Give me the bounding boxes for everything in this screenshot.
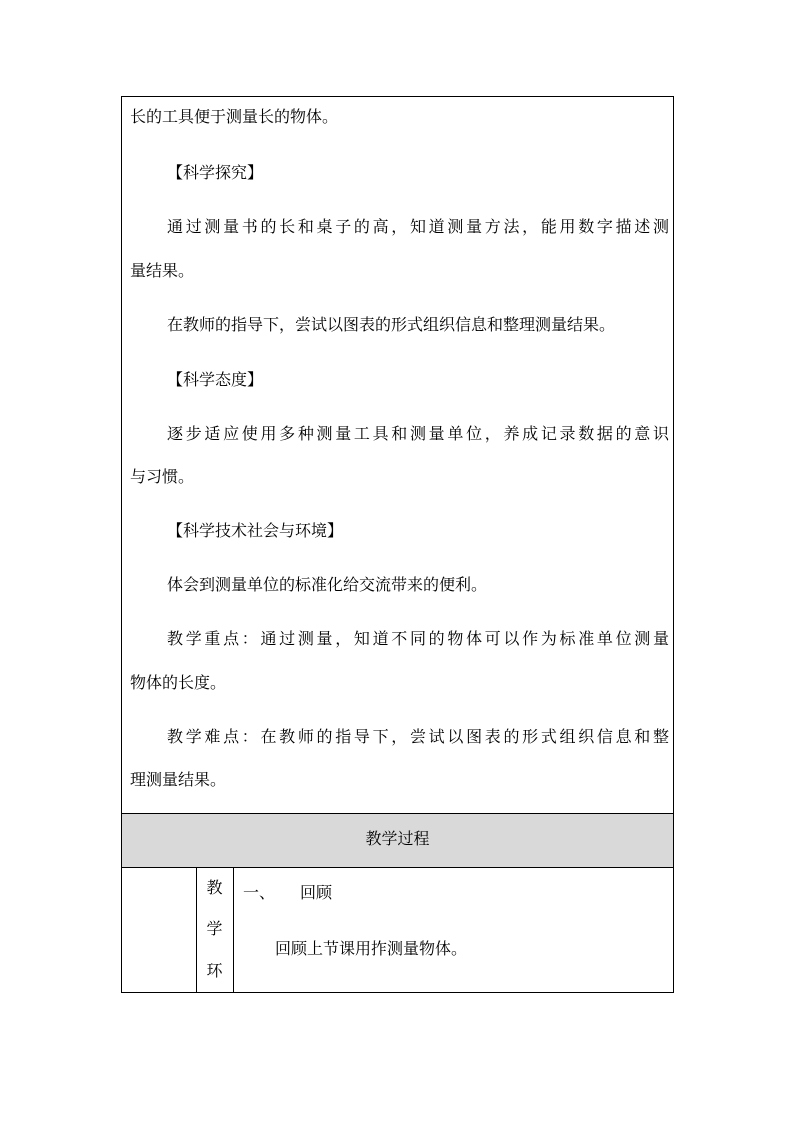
key-points-text: 教学重点：通过测量，知道不同的物体可以作为标准单位测量 [167, 629, 669, 648]
difficult-points-text: 教学难点：在教师的指导下，尝试以图表的形式组织信息和整 [167, 727, 669, 746]
objectives-cell [122, 97, 673, 813]
step-number: 一、 [243, 883, 276, 902]
text-line: 理测量结果。 [130, 770, 227, 789]
text-line: 与习惯。 [130, 467, 195, 486]
text-line: 在教师的指导下，尝试以图表的形式组织信息和整理测量结果。 [167, 315, 616, 334]
text-line: 逐步适应使用多种测量工具和测量单位，养成记录数据的意识 [167, 424, 669, 443]
section-heading-sts: 【科学技术社会与环境】 [167, 521, 344, 540]
section-heading-inquiry: 【科学探究】 [167, 163, 264, 182]
text-line: 通过测量书的长和桌子的高，知道测量方法，能用数字描述测 [167, 217, 669, 236]
lesson-plan-table [121, 96, 674, 993]
text-line: 量结果。 [130, 261, 195, 280]
section-heading-attitude: 【科学态度】 [167, 370, 264, 389]
text-line: 体会到测量单位的标准化给交流带来的便利。 [167, 575, 488, 594]
text-line: 长的工具便于测量长的物体。 [130, 107, 339, 126]
column-divider [233, 868, 234, 992]
text-line: 物体的长度。 [130, 673, 227, 692]
process-label-char: 教 [206, 878, 223, 897]
process-label-char: 学 [206, 919, 223, 938]
step-description: 回顾上节课用拃测量物体。 [275, 939, 468, 958]
section-header-row [122, 813, 673, 868]
section-header-title: 教学过程 [365, 829, 430, 848]
process-row [122, 868, 673, 992]
process-label-char: 环 [206, 961, 223, 980]
step-title: 回顾 [300, 883, 333, 902]
